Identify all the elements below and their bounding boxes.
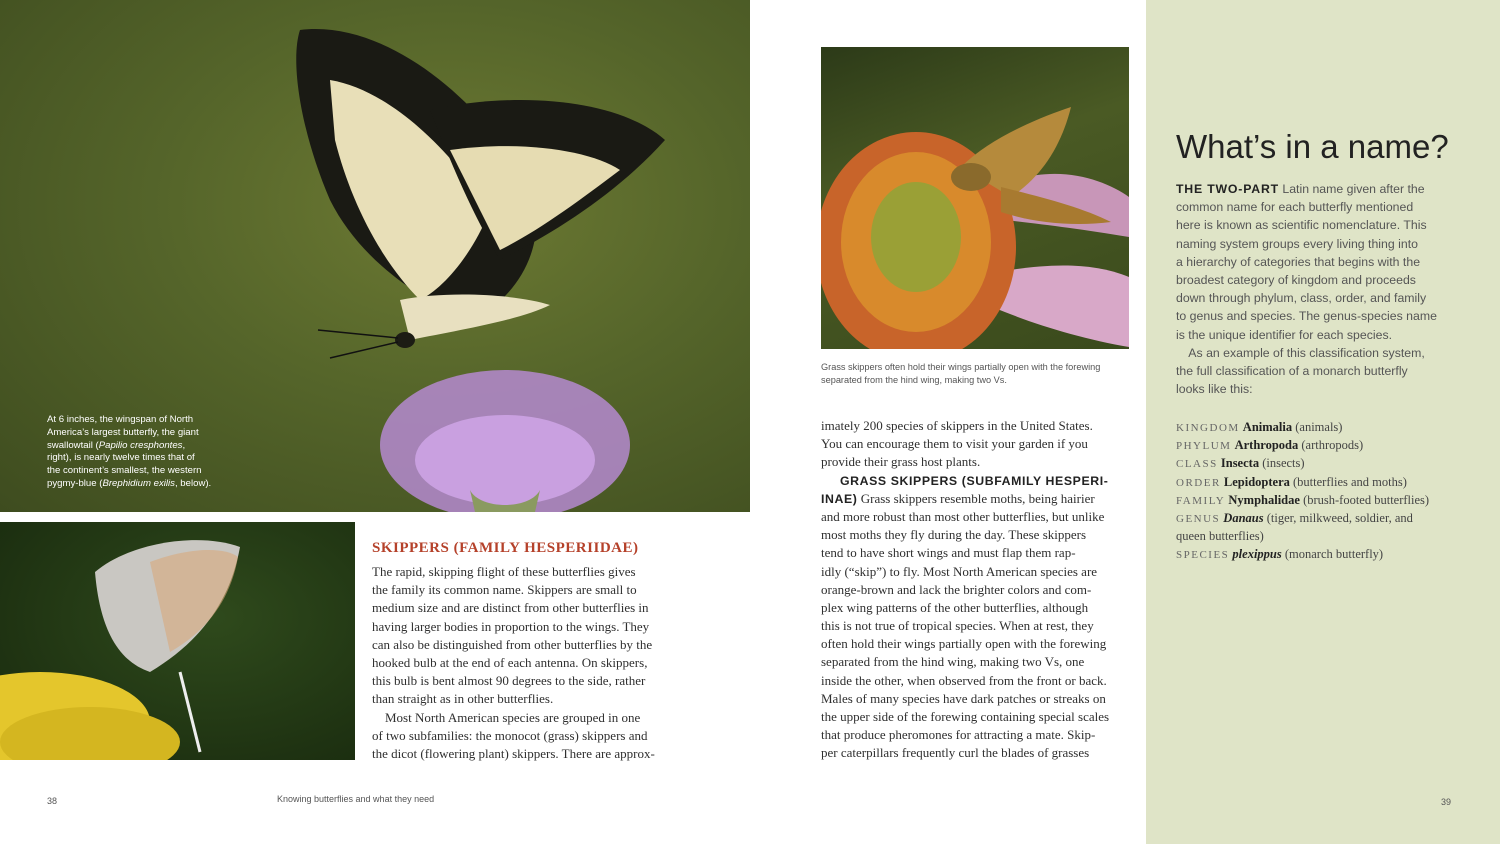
body-line: medium size and are distinct from other butterflies in — [372, 600, 649, 616]
body-line: that produce pheromones for attracting a mate. Skip- — [821, 727, 1096, 743]
page-number-left: 38 — [47, 796, 58, 806]
body-line: often hold their wings partially open with the forewing — [821, 636, 1107, 652]
grass-skippers-body — [821, 417, 1109, 763]
body-line: this bulb is bent almost 90 degrees to the side, rather — [372, 673, 646, 689]
sidebar-line: here is known as scientific nomenclature. This — [1176, 218, 1427, 233]
taxon-note: (tiger, milkweed, soldier, and — [1266, 510, 1413, 525]
body-line: imately 200 species of skippers in the United States. — [821, 418, 1093, 433]
body-line: having larger bodies in proportion to the wings. They — [372, 618, 650, 634]
sidebar-line: down through phylum, class, order, and family — [1176, 291, 1427, 306]
caption-line: separated from the hind wing, making two Vs. — [821, 374, 1007, 385]
body-line: tend to have short wings and must flap them rap- — [821, 545, 1076, 561]
sidebar-title: What’s in a name? — [1176, 128, 1449, 165]
pygmy-blue-illustration — [0, 522, 355, 760]
grass-skippers-subheading-cont: INAE) — [821, 491, 858, 506]
grass-skippers-subheading: GRASS SKIPPERS (SUBFAMILY HESPERI- — [840, 473, 1109, 488]
skippers-body — [372, 563, 655, 763]
taxon-note: (monarch butterfly) — [1284, 547, 1384, 562]
body-line: inside the other, when observed from the front or back. — [821, 672, 1107, 688]
body-line: The rapid, skipping flight of these butterflies gives — [372, 564, 636, 579]
taxon-note: (butterflies and moths) — [1293, 474, 1407, 489]
taxon-name: Animalia — [1242, 420, 1293, 434]
body-line: and more robust than most other butterflies, but unlike — [821, 508, 1105, 524]
pygmy-blue-photo — [0, 522, 355, 760]
sidebar-line: looks like this: — [1176, 382, 1253, 397]
body-line: idly (“skip”) to fly. Most North American species are — [821, 563, 1098, 579]
body-line: provide their grass host plants. — [821, 454, 981, 470]
sidebar-line: is the unique identifier for each species. — [1176, 327, 1393, 342]
body-line: can also be distinguished from other butterflies by the — [372, 636, 653, 652]
classification-list — [1176, 418, 1429, 564]
taxon-note: (animals) — [1295, 420, 1343, 434]
sidebar-line: Latin name given after the — [1278, 182, 1425, 196]
taxon-name: Nymphalidae — [1228, 492, 1300, 507]
sidebar-line: common name for each butterfly mentioned — [1176, 200, 1414, 215]
sidebar-line: naming system groups every living thing into — [1176, 236, 1418, 251]
taxon-name: Danaus — [1223, 510, 1264, 525]
rank-label: PHYLUM — [1176, 440, 1232, 453]
body-line: the upper side of the forewing containing special scales — [821, 709, 1110, 724]
caption-line: At 6 inches, the wingspan of North — [47, 414, 194, 425]
body-line: of two subfamilies: the monocot (grass) skippers and — [372, 727, 648, 743]
skipper-caption — [821, 361, 1100, 386]
classification-row — [1176, 491, 1429, 509]
body-line: separated from the hind wing, making two Vs, one — [821, 654, 1085, 670]
caption-line: swallowtail (Papilio cresphontes, — [47, 439, 186, 451]
taxon-note: (insects) — [1262, 456, 1305, 471]
body-line: Most North American species are grouped in one — [372, 709, 641, 725]
rank-label: SPECIES — [1176, 549, 1230, 562]
swallowtail-caption — [47, 414, 211, 491]
sidebar-line: the full classification of a monarch butterfly — [1176, 363, 1408, 378]
body-line: most moths they fly during the day. These skippers — [821, 527, 1087, 543]
page-number-right: 39 — [1441, 797, 1452, 807]
body-line: orange-brown and lack the brighter colors and com- — [821, 581, 1092, 597]
caption-line: Grass skippers often hold their wings partially open with the forewing — [821, 362, 1101, 372]
classification-row — [1176, 509, 1429, 527]
body-line: per caterpillars frequently curl the blades of grasses — [821, 745, 1090, 761]
classification-row — [1176, 436, 1429, 454]
taxon-name: Insecta — [1220, 456, 1260, 471]
rank-label: FAMILY — [1176, 494, 1226, 507]
caption-line: right), is nearly twelve times that of — [47, 452, 195, 464]
body-line: You can encourage them to visit your garden if you — [821, 436, 1088, 452]
classification-row — [1176, 527, 1429, 545]
rank-label: GENUS — [1176, 512, 1221, 525]
sidebar-panel — [1146, 0, 1500, 844]
classification-row — [1176, 473, 1429, 491]
caption-line: pygmy-blue (Brephidium exilis, below). — [47, 477, 212, 489]
rank-label: CLASS — [1176, 458, 1218, 471]
taxon-note: (brush-footed butterflies) — [1303, 492, 1430, 507]
body-line: the family its common name. Skippers are small to — [372, 582, 637, 598]
body-line: the dicot (flowering plant) skippers. There are approx- — [372, 745, 655, 761]
caption-line: the continent’s smallest, the western — [47, 465, 202, 477]
skippers-heading: SKIPPERS (FAMILY HESPERIIDAE) — [372, 540, 639, 556]
body-line: than straight as in other butterflies. — [372, 691, 554, 707]
rank-label: ORDER — [1176, 476, 1221, 489]
taxon-note: (arthropods) — [1301, 438, 1364, 453]
taxon-name: Lepidoptera — [1223, 474, 1290, 489]
caption-line: America’s largest butterfly, the giant — [47, 426, 199, 438]
sidebar-line: As an example of this classification system, — [1176, 345, 1425, 360]
sidebar-lead: THE TWO-PART — [1176, 182, 1279, 196]
classification-row — [1176, 418, 1429, 436]
taxon-note: queen butterflies) — [1176, 529, 1264, 544]
taxon-name: Arthropoda — [1234, 438, 1299, 453]
taxon-name: plexippus — [1232, 547, 1282, 562]
skipper-illustration — [821, 47, 1129, 349]
body-line: Males of many species have dark patches or streaks on — [821, 690, 1106, 706]
sidebar-body — [1176, 180, 1437, 398]
running-footer: Knowing butterflies and what they need — [277, 794, 435, 804]
sidebar-line: broadest category of kingdom and proceeds — [1176, 272, 1416, 287]
sidebar-line: to genus and species. The genus-species name — [1176, 309, 1437, 324]
classification-row — [1176, 545, 1429, 563]
sidebar-line: a hierarchy of categories that begins with the — [1176, 254, 1421, 269]
giant-swallowtail-photo — [0, 0, 750, 512]
rank-label: KINGDOM — [1176, 422, 1240, 434]
body-line: Grass skippers resemble moths, being hairier — [857, 490, 1095, 506]
classification-row — [1176, 454, 1429, 472]
grass-skipper-photo — [821, 47, 1129, 349]
body-line: hooked bulb at the end of each antenna. On skippers, — [372, 654, 648, 670]
body-line: plex wing patterns of the other butterflies, although — [821, 599, 1089, 615]
body-line: this is not true of tropical species. When at rest, they — [821, 618, 1094, 634]
